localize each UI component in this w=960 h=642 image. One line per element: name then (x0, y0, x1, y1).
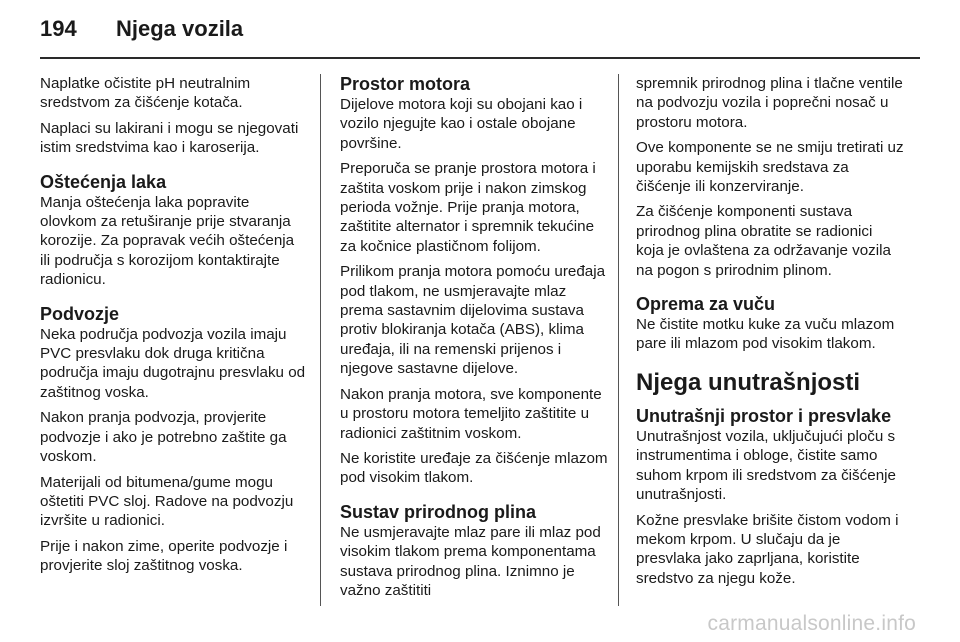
section-interior-upholstery (636, 406, 904, 588)
paragraph: Dijelove motora koji su obojani kao i vozilo njegujte kao i ostale obojane površine. (340, 96, 583, 152)
paragraph: Ne usmjeravajte mlaz pare ili mlaz pod visokim tlakom prema komponentama sustava prirodnog plina. Iznimno je važno zaštititi (340, 523, 601, 599)
section-heading: Prostor motora (340, 74, 471, 94)
watermark: carmanualsonline.info (707, 612, 916, 635)
section-natural-gas-continued (636, 74, 904, 280)
section-heading: Unutrašnji prostor i presvlake (636, 405, 892, 426)
column-divider (320, 74, 321, 606)
column-2 (340, 74, 608, 606)
chapter-title: Njega unutrašnjosti (636, 368, 861, 396)
header-rule (40, 57, 920, 59)
paragraph: Ne koristite uređaje za čišćenje mlazom pod visokim tlakom. (340, 449, 608, 487)
paragraph: Nakon pranja motora, sve komponente u prostoru motora temeljito zaštitite u radionici zaštitnim voskom. (340, 385, 602, 442)
section-engine-compartment (340, 74, 608, 488)
paragraph: Preporuča se pranje prostora motora i zaštita voskom prije i nakon zimskog perioda vožnje. Prije pranja motora, zaštitite alternator i spremnik tekućine za kočnice plastičnom folijom. (340, 160, 596, 255)
column-3 (636, 74, 904, 594)
paragraph: Neka područja podvozja vozila imaju PVC presvlaku dok druga kritična područja imaju dugotrajnu presvlaku od zaštitnog voska. (40, 325, 306, 401)
paragraph: Prilikom pranja motora pomoću uređaja pod tlakom, ne usmjeravajte mlaz prema sastavnim dijelovima sustava protiv blokiranja kotača (ABS), klima uređaja, ili na remenski prijenos i njegove sastavne dijelove. (340, 263, 606, 378)
paragraph: Manja oštećenja laka popravite olovkom za retuširanje prije stvaranja korozije. Za popravak većih oštećenja ili područja s korozijom kontaktirajte radionicu. (40, 193, 295, 289)
section-heading: Podvozje (40, 303, 120, 324)
section-heading: Oštećenja laka (40, 171, 167, 192)
section-heading: Oprema za vuču (636, 294, 776, 315)
page-title: Njega vozila (116, 16, 244, 41)
section-towing-equipment (636, 294, 904, 354)
column-1 (40, 74, 308, 582)
section-paint-damage (40, 172, 308, 290)
paragraph: Kožne presvlake brišite čistom vodom i mekom krpom. U slučaju da je presvlaka jako zaprljana, koristite sredstvo za njegu kože. (636, 511, 899, 587)
section-wheels (40, 74, 308, 158)
paragraph: Nakon pranja podvozja, provjerite podvozje i ako je potrebno zaštite ga voskom. (40, 409, 287, 466)
paragraph: Ne čistite motku kuke za vuču mlazom pare ili mlazom pod visokim tlakom. (636, 316, 895, 353)
paragraph: Prije i nakon zime, operite podvozje i provjerite sloj zaštitnog voska. (40, 537, 288, 575)
page-number: 194 (40, 16, 77, 41)
paragraph: Ove komponente se ne smiju tretirati uz uporabu kemijskih sredstava za čišćenje ili konzerviranje. (636, 139, 904, 196)
paragraph: Naplaci su lakirani i mogu se njegovati istim sredstvima kao i karoserija. (40, 119, 299, 157)
column-divider (618, 74, 619, 606)
paragraph: Naplatke očistite pH neutralnim sredstvom za čišćenje kotača. (40, 75, 251, 112)
page-header (40, 16, 243, 46)
paragraph: Za čišćenje komponenti sustava prirodnog plina obratite se radionici koja je ovlaštena za održavanje vozila na pogon s prirodnim plinom. (636, 203, 891, 279)
section-underbody (40, 304, 308, 576)
paragraph: Unutrašnjost vozila, uključujući ploču s instrumentima i obloge, čistite samo suhom krpom ili sredstvom za čišćenje unutrašnjosti. (636, 427, 896, 504)
section-natural-gas-system (340, 502, 608, 601)
paragraph: spremnik prirodnog plina i tlačne ventile na podvozju vozila i poprečni nosač u prostoru motora. (636, 75, 903, 131)
paragraph: Materijali od bitumena/gume mogu oštetiti PVC sloj. Radove na podvozju izvršite u radionici. (40, 473, 294, 530)
section-heading: Sustav prirodnog plina (340, 501, 537, 522)
